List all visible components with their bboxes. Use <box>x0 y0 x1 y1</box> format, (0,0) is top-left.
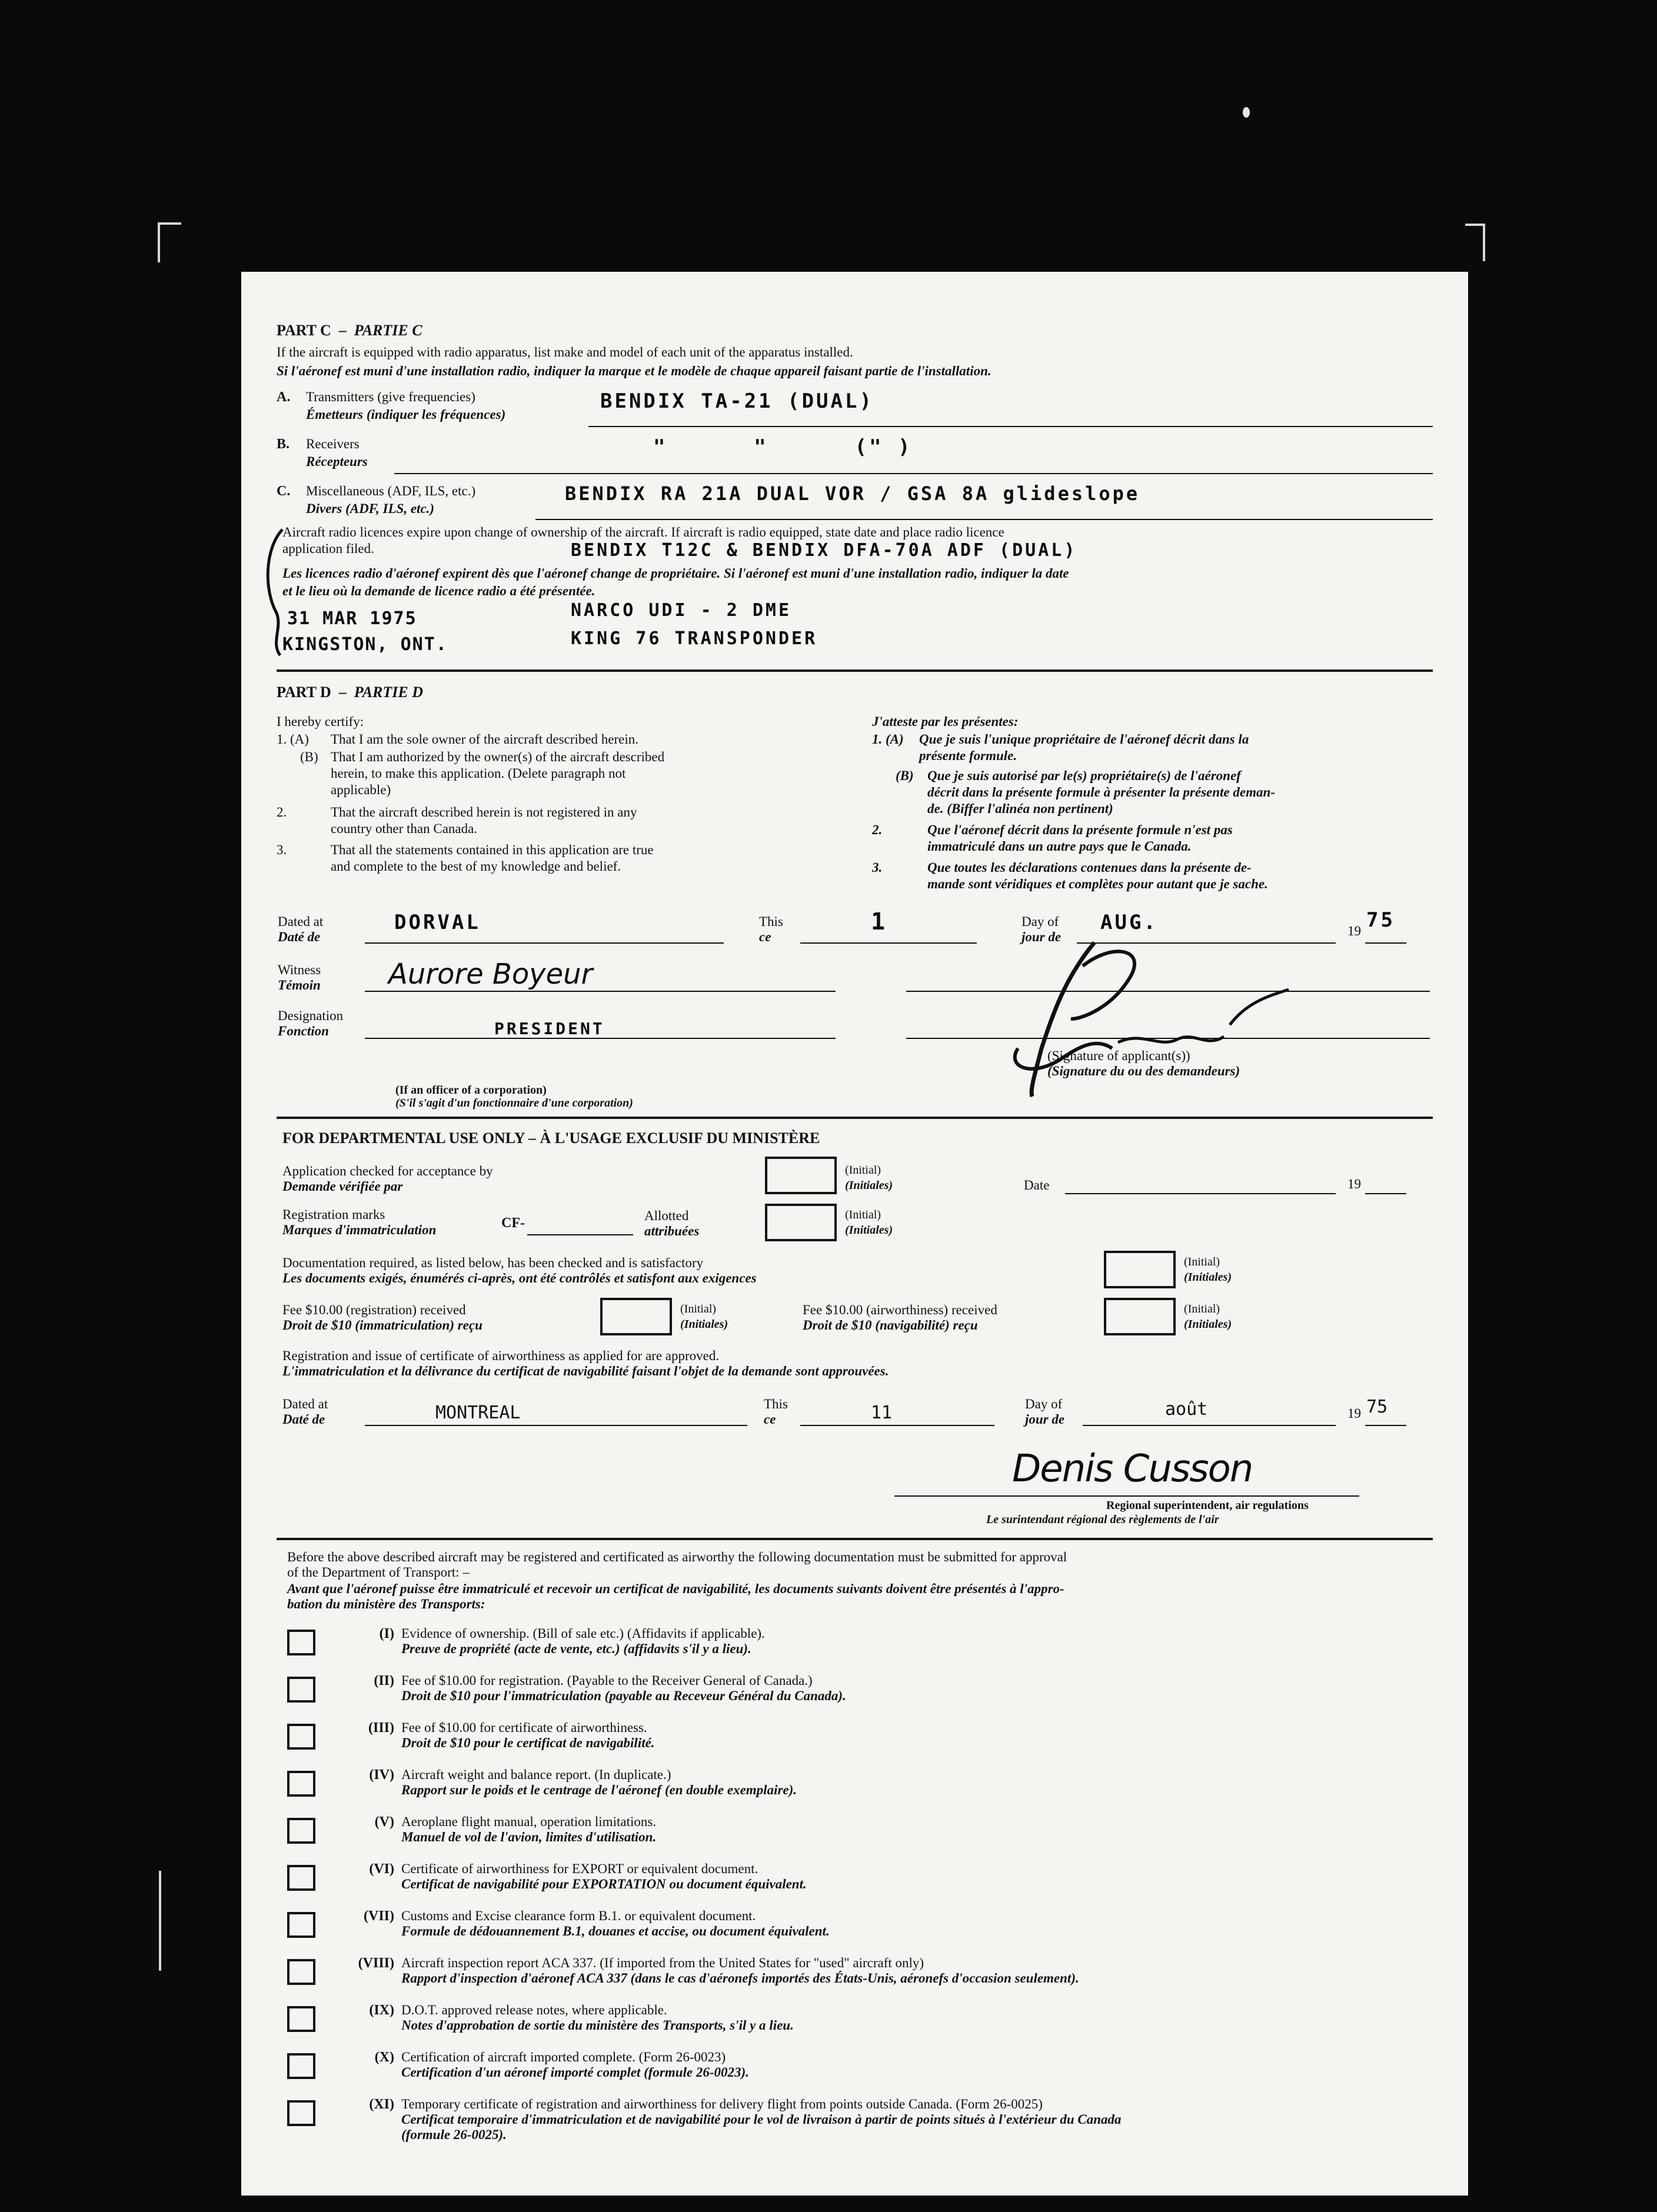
fee-registration-initial-box[interactable] <box>600 1298 672 1335</box>
cert-fr-3-num: 3. <box>872 860 883 875</box>
requirement-text: Evidence of ownership. (Bill of sale etc.) (Affidavits if applicable). <box>401 1626 765 1641</box>
adf-equipment-value[interactable]: BENDIX T12C & BENDIX DFA-70A ADF (DUAL) <box>571 540 1077 561</box>
dept-day-of-label: Day of <box>1025 1397 1063 1411</box>
witness-label-fr: Témoin <box>278 978 321 992</box>
requirement-checkbox[interactable] <box>287 1912 315 1938</box>
requirement-text-fr: Notes d'approbation de sortie du ministère des Transports, s'il y a lieu. <box>401 2018 794 2033</box>
applicant-signature <box>994 931 1300 1101</box>
cert-en-1b-line1: That I am authorized by the owner(s) of the aircraft described <box>331 749 665 764</box>
approved-label-fr: L'immatriculation et la délivrance du certificat de navigabilité faisant l'objet de la demande sont approuvées. <box>282 1364 889 1378</box>
radio-licence-note-fr: Les licences radio d'aéronef expirent dès que l'aéronef change de propriétaire. Si l'aéronef est muni d'une installation radio, indiquer la date <box>282 566 1069 581</box>
initial-label-fr: (Initiales) <box>680 1318 728 1331</box>
initial-label-fr: (Initiales) <box>1184 1271 1232 1284</box>
receivers-label: Receivers <box>306 437 360 451</box>
registration-application-form <box>241 272 1468 2196</box>
dept-year-prefix: 19 <box>1347 1406 1361 1421</box>
requirement-number: (IV) <box>369 1767 394 1783</box>
cert-fr-2-line2: immatriculé dans un autre pays que le Canada. <box>927 839 1192 854</box>
dept-day-of-label-fr: jour de <box>1025 1412 1065 1427</box>
signature-caption-fr: (Signature du ou des demandeurs) <box>1047 1064 1240 1078</box>
requirement-checkbox[interactable] <box>287 2100 315 2126</box>
requirement-text-fr: Certification d'un aéronef importé complet (formule 26-0023). <box>401 2065 749 2080</box>
part-c-intro-fr: Si l'aéronef est muni d'une installation radio, indiquer la marque et le modèle de chaque appareil faisant partie de l'installation. <box>277 364 991 378</box>
requirement-checkbox[interactable] <box>287 1818 315 1844</box>
cert-fr-1b-line2: décrit dans la présente formule à présenter la présente deman- <box>927 785 1275 799</box>
licence-date-value[interactable]: 31 MAR 1975 <box>287 608 417 629</box>
misc-label: Miscellaneous (ADF, ILS, etc.) <box>306 484 476 498</box>
requirement-text-fr: Rapport sur le poids et le centrage de l'aéronef (en double exemplaire). <box>401 1783 797 1797</box>
receivers-value[interactable]: " " (" ) <box>653 435 913 459</box>
dated-at-label: Dated at <box>278 914 324 929</box>
initial-label-fr: (Initiales) <box>845 1179 893 1192</box>
requirement-text-fr: Certificat temporaire d'immatriculation et de navigabilité pour le vol de livraison à partir de points situés à l'extérieur du Canada <box>401 2112 1122 2127</box>
requirement-checkbox[interactable] <box>287 1771 315 1797</box>
superintendent-title: Regional superintendent, air regulations <box>1106 1499 1309 1512</box>
item-b-letter: B. <box>277 437 290 452</box>
day-of-label: Day of <box>1022 914 1059 929</box>
fee-registration-label: Fee $10.00 (registration) received <box>282 1302 466 1317</box>
dept-date-year-prefix: 19 <box>1347 1177 1361 1191</box>
designation-label: Designation <box>278 1008 344 1023</box>
requirement-text-fr-2: (formule 26-0025). <box>401 2127 507 2142</box>
dept-this-label: This <box>764 1397 788 1411</box>
fee-airworthiness-initial-box[interactable] <box>1104 1298 1176 1335</box>
requirement-text: Fee of $10.00 for registration. (Payable to the Receiver General of Canada.) <box>401 1673 813 1688</box>
transmitters-label: Transmitters (give frequencies) <box>306 389 475 404</box>
cert-en-2-line2: country other than Canada. <box>331 821 478 836</box>
dept-this-label-fr: ce <box>764 1412 776 1427</box>
item-c-letter: C. <box>277 484 291 499</box>
requirement-text: Aircraft weight and balance report. (In duplicate.) <box>401 1767 671 1782</box>
requirements-intro: Before the above described aircraft may be registered and certificated as airworthy the following documentation must be submitted for approval <box>287 1550 1067 1564</box>
cf-prefix: CF- <box>501 1215 525 1231</box>
part-c-intro: If the aircraft is equipped with radio apparatus, list make and model of each unit of the apparatus installed. <box>277 345 853 359</box>
receivers-label-fr: Récepteurs <box>306 454 368 469</box>
scan-side-mark-left <box>159 1871 161 1971</box>
cert-en-3-line1: That all the statements contained in this application are true <box>331 842 654 857</box>
handwritten-bracket <box>259 525 294 660</box>
dept-dated-at-label-fr: Daté de <box>282 1412 325 1427</box>
this-label-fr: ce <box>759 930 771 944</box>
fee-airworthiness-label: Fee $10.00 (airworthiness) received <box>803 1302 997 1317</box>
part-d-heading: PART D – PARTIE D <box>277 684 424 701</box>
dept-day-of-value[interactable]: août <box>1165 1399 1208 1420</box>
allotted-initial-box[interactable] <box>765 1204 837 1241</box>
requirement-checkbox[interactable] <box>287 2006 315 2032</box>
approved-label: Registration and issue of certificate of airworthiness as applied for are approved. <box>282 1348 720 1363</box>
initial-label: (Initial) <box>845 1164 881 1177</box>
superintendent-title-fr: Le surintendant régional des règlements de l'air <box>986 1513 1219 1526</box>
requirement-text-fr: Formule de dédouannement B.1, douanes et accise, ou document équivalent. <box>401 1924 830 1938</box>
dme-equipment-value[interactable]: NARCO UDI - 2 DME <box>571 600 792 621</box>
radio-licence-note: Aircraft radio licences expire upon change of ownership of the aircraft. If aircraft is radio equipped, state date and place radio licence <box>282 525 1004 539</box>
requirement-number: (V) <box>374 1814 394 1830</box>
checked-by-label-fr: Demande vérifiée par <box>282 1179 403 1194</box>
certify-label-fr: J'atteste par les présentes: <box>872 714 1019 729</box>
radio-licence-note-fr-2: et le lieu où la demande de licence radio a été présentée. <box>282 584 595 598</box>
dept-dated-at-label: Dated at <box>282 1397 328 1411</box>
cert-fr-1b-line1: Que je suis autorisé par le(s) propriétaire(s) de l'aéronef <box>927 768 1241 783</box>
requirement-number: (VIII) <box>358 1956 394 1971</box>
documentation-label-fr: Les documents exigés, énumérés ci-après, ont été contrôlés et satisfont aux exigences <box>282 1271 757 1285</box>
transponder-equipment-value[interactable]: KING 76 TRANSPONDER <box>571 628 818 649</box>
scan-corner-mark-top-left <box>158 222 181 262</box>
radio-licence-note-2: application filed. <box>282 541 374 556</box>
requirements-intro-2: of the Department of Transport: – <box>287 1565 470 1580</box>
cert-en-2-line1: That the aircraft described herein is not registered in any <box>331 805 637 819</box>
witness-signature[interactable]: Aurore Boyeur <box>388 958 593 991</box>
checked-initial-box[interactable] <box>765 1157 837 1194</box>
registration-marks-label: Registration marks <box>282 1207 385 1222</box>
requirement-text: Temporary certificate of registration and airworthiness for delivery flight from points outside Canada. (Form 26-0025) <box>401 2097 1043 2111</box>
requirement-text-fr: Preuve de propriété (acte de vente, etc.) (affidavits s'il y a lieu). <box>401 1641 751 1656</box>
dept-this-day-value[interactable]: 11 <box>871 1403 893 1423</box>
day-of-value[interactable]: AUG. <box>1100 911 1158 934</box>
cert-fr-1a-line2: présente formule. <box>919 748 1017 763</box>
cert-fr-2-num: 2. <box>872 822 883 837</box>
transmitters-label-fr: Émetteurs (indiquer les fréquences) <box>306 407 506 422</box>
fee-registration-label-fr: Droit de $10 (immatriculation) reçu <box>282 1318 483 1332</box>
year-prefix: 19 <box>1347 924 1361 938</box>
cert-fr-2-line1: Que l'aéronef décrit dans la présente formule n'est pas <box>927 822 1233 837</box>
scan-corner-mark-top-right <box>1465 224 1485 261</box>
this-day-value[interactable]: 1 <box>871 908 888 935</box>
requirement-text: Fee of $10.00 for certificate of airworthiness. <box>401 1720 647 1735</box>
misc-value[interactable]: BENDIX RA 21A DUAL VOR / GSA 8A glideslope <box>565 482 1140 505</box>
requirement-checkbox[interactable] <box>287 1865 315 1891</box>
cert-en-1b-num: (B) <box>300 749 318 764</box>
requirement-number: (IX) <box>369 2003 394 2018</box>
registration-marks-field[interactable] <box>527 1234 633 1235</box>
allotted-label-fr: attribuées <box>644 1224 700 1238</box>
year-value[interactable]: 75 <box>1366 908 1395 932</box>
cert-fr-1b-num: (B) <box>896 768 914 783</box>
designation-label-fr: Fonction <box>278 1024 329 1038</box>
requirement-checkbox[interactable] <box>287 1959 315 1985</box>
cert-fr-1b-line3: de. (Biffer l'alinéa non pertinent) <box>927 801 1113 816</box>
requirement-text-fr: Certificat de navigabilité pour EXPORTATION ou document équivalent. <box>401 1877 807 1891</box>
dated-at-value[interactable]: DORVAL <box>394 911 481 934</box>
requirement-text-fr: Manuel de vol de l'avion, limites d'utilisation. <box>401 1830 657 1844</box>
requirement-number: (II) <box>374 1673 394 1688</box>
initial-label: (Initial) <box>1184 1255 1220 1268</box>
requirements-intro-fr: Avant que l'aéronef puisse être immatriculé et recevoir un certificat de navigabilité, les documents suivants doivent être présentés à l'appro- <box>287 1581 1064 1596</box>
cert-en-1a-num: 1. (A) <box>277 732 309 747</box>
cert-fr-1a-line1: Que je suis l'unique propriétaire de l'aéronef décrit dans la <box>919 732 1249 747</box>
allotted-label: Allotted <box>644 1208 689 1223</box>
designation-value[interactable]: PRESIDENT <box>494 1019 605 1038</box>
cert-en-2-num: 2. <box>277 805 287 819</box>
requirement-number: (VI) <box>369 1861 394 1877</box>
initial-label-fr: (Initiales) <box>845 1224 893 1237</box>
cert-en-1b-line3: applicable) <box>331 782 391 797</box>
requirements-intro-fr-2: bation du ministère des Transports: <box>287 1597 485 1611</box>
licence-place-value[interactable]: KINGSTON, ONT. <box>282 634 448 655</box>
officer-note: (If an officer of a corporation) <box>395 1084 547 1097</box>
transmitters-value[interactable]: BENDIX TA-21 (DUAL) <box>600 389 874 413</box>
requirement-number: (XI) <box>369 2097 394 2112</box>
witness-label: Witness <box>278 962 321 977</box>
initial-label: (Initial) <box>845 1208 881 1221</box>
requirement-number: (III) <box>368 1720 394 1735</box>
certify-label: I hereby certify: <box>277 714 364 729</box>
dept-date-label: Date <box>1024 1178 1050 1192</box>
documentation-label: Documentation required, as listed below, has been checked and is satisfactory <box>282 1255 704 1270</box>
part-c-heading: PART C – PARTIE C <box>277 322 422 339</box>
requirement-checkbox[interactable] <box>287 2053 315 2079</box>
dated-at-label-fr: Daté de <box>278 930 321 944</box>
officer-note-fr: (S'il s'agit d'un fonctionnaire d'une corporation) <box>395 1097 633 1110</box>
requirement-number: (VII) <box>364 1908 394 1924</box>
scan-speck <box>1243 107 1250 118</box>
initial-label-fr: (Initiales) <box>1184 1318 1232 1331</box>
initial-label: (Initial) <box>680 1302 717 1315</box>
cert-fr-1a-num: 1. (A) <box>872 732 904 747</box>
requirement-text-fr: Droit de $10 pour l'immatriculation (payable au Receveur Général du Canada). <box>401 1688 846 1703</box>
requirement-text: Aircraft inspection report ACA 337. (If imported from the United States for "used" aircraft only) <box>401 1956 924 1970</box>
requirement-number: (X) <box>374 2050 394 2065</box>
cert-en-1b-line2: herein, to make this application. (Delete paragraph not <box>331 766 626 781</box>
dept-year-value[interactable]: 75 <box>1366 1397 1388 1417</box>
fee-airworthiness-label-fr: Droit de $10 (navigabilité) reçu <box>803 1318 978 1332</box>
requirement-text: Certification of aircraft imported complete. (Form 26-0023) <box>401 2050 726 2064</box>
requirement-checkbox[interactable] <box>287 1630 315 1655</box>
documentation-initial-box[interactable] <box>1104 1251 1176 1288</box>
requirement-text: Customs and Excise clearance form B.1. or equivalent document. <box>401 1908 756 1923</box>
misc-label-fr: Divers (ADF, ILS, etc.) <box>306 501 435 516</box>
requirement-number: (I) <box>379 1626 394 1641</box>
requirement-text: D.O.T. approved release notes, where applicable. <box>401 2003 667 2017</box>
this-label: This <box>759 914 783 929</box>
cert-en-3-line2: and complete to the best of my knowledge and belief. <box>331 859 621 874</box>
requirement-text: Certificate of airworthiness for EXPORT or equivalent document. <box>401 1861 758 1876</box>
requirement-text-fr: Rapport d'inspection d'aéronef ACA 337 (dans le cas d'aéronefs importés des États-Unis, aéronefs d'occasion seulement). <box>401 1971 1079 1986</box>
requirement-text-fr: Droit de $10 pour le certificat de navigabilité. <box>401 1735 655 1750</box>
day-of-label-fr: jour de <box>1022 930 1062 944</box>
superintendent-signature: Denis Cusson <box>1012 1447 1253 1491</box>
cert-en-3-num: 3. <box>277 842 287 857</box>
departmental-heading: FOR DEPARTMENTAL USE ONLY – À L'USAGE EXCLUSIF DU MINISTÈRE <box>282 1130 820 1147</box>
cert-en-1a: That I am the sole owner of the aircraft described herein. <box>331 732 639 747</box>
signature-caption: (Signature of applicant(s)) <box>1047 1048 1190 1063</box>
dept-dated-at-value[interactable]: MONTREAL <box>435 1403 521 1423</box>
requirement-checkbox[interactable] <box>287 1677 315 1703</box>
item-a-letter: A. <box>277 389 291 405</box>
cert-fr-3-line1: Que toutes les déclarations contenues dans la présente de- <box>927 860 1252 875</box>
initial-label: (Initial) <box>1184 1302 1220 1315</box>
registration-marks-label-fr: Marques d'immatriculation <box>282 1222 437 1237</box>
requirement-text: Aeroplane flight manual, operation limitations. <box>401 1814 657 1829</box>
checked-by-label: Application checked for acceptance by <box>282 1164 493 1178</box>
requirement-checkbox[interactable] <box>287 1724 315 1750</box>
cert-fr-3-line2: mande sont véridiques et complètes pour autant que je sache. <box>927 877 1268 891</box>
